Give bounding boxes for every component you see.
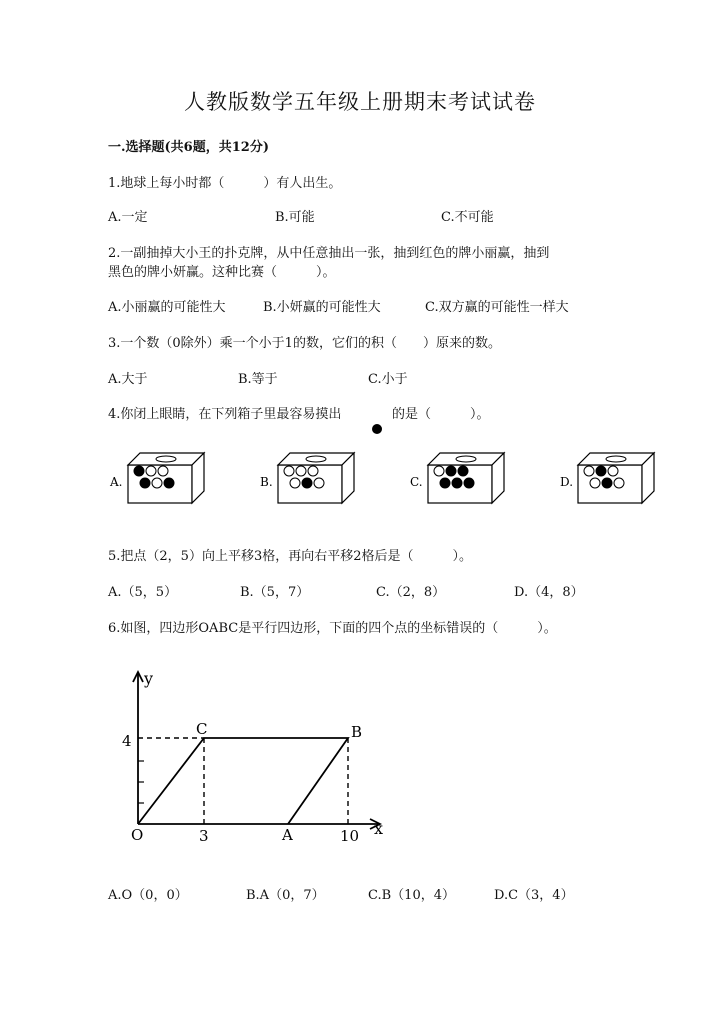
- q3-option-b[interactable]: B.等于: [238, 372, 278, 387]
- white-ball: [584, 466, 594, 476]
- box-label: D.: [560, 475, 574, 489]
- white-ball: [614, 478, 624, 488]
- q3-option-a[interactable]: A.大于: [108, 372, 148, 387]
- q2-option-b[interactable]: B.小妍赢的可能性大: [263, 300, 381, 315]
- white-ball: [158, 466, 168, 476]
- white-ball: [308, 466, 318, 476]
- question-1: 1.地球上每小时都（ ）有人出生。: [108, 176, 342, 191]
- q5-option-c[interactable]: C.（2，8）: [376, 585, 446, 600]
- q5-option-d[interactable]: D.（4，8）: [514, 585, 584, 600]
- q6-option-c[interactable]: C.B（10，4）: [368, 888, 455, 903]
- black-ball: [458, 466, 468, 476]
- ball-box-b[interactable]: [260, 453, 354, 503]
- question-2-line2: 黑色的牌小妍赢。这种比赛（ ）。: [108, 265, 336, 280]
- q5-option-a[interactable]: A.（5，5）: [108, 585, 178, 600]
- black-ball: [440, 478, 450, 488]
- question-2-line1: 2.一副抽掉大小王的扑克牌，从中任意抽出一张，抽到红色的牌小丽赢，抽到: [108, 246, 550, 261]
- white-ball: [434, 466, 444, 476]
- black-ball: [602, 478, 612, 488]
- ball-box-c[interactable]: [410, 453, 504, 503]
- box-hole: [606, 456, 626, 462]
- ball-box-a[interactable]: [109, 453, 204, 503]
- point-b-label: B: [351, 723, 363, 741]
- origin-label: O: [131, 826, 144, 844]
- black-ball: [140, 478, 150, 488]
- x-tick-a: A: [282, 826, 293, 844]
- white-ball: [146, 466, 156, 476]
- parallelogram-graph: [100, 660, 400, 850]
- q6-option-b[interactable]: B.A（0，7）: [246, 888, 325, 903]
- white-ball: [290, 478, 300, 488]
- section-heading: 一.选择题(共6题，共12分): [108, 140, 269, 155]
- white-ball: [314, 478, 324, 488]
- parallelogram-oabc: [138, 738, 348, 824]
- q6-option-d[interactable]: D.C（3，4）: [494, 888, 574, 903]
- q1-option-b[interactable]: B.可能: [275, 210, 315, 225]
- x-tick-3: 3: [199, 827, 209, 845]
- black-ball-icon: [372, 424, 382, 434]
- box-hole: [306, 456, 326, 462]
- point-c-label: C: [196, 720, 208, 738]
- box-label: C.: [410, 475, 423, 489]
- question-6: 6.如图，四边形OABC是平行四边形，下面的四个点的坐标错误的（ ）。: [108, 621, 557, 636]
- white-ball: [296, 466, 306, 476]
- black-ball: [452, 478, 462, 488]
- y-tick-4: 4: [122, 732, 132, 750]
- box-label: A.: [110, 475, 123, 489]
- q1-option-a[interactable]: A.一定: [108, 210, 148, 225]
- q2-option-a[interactable]: A.小丽赢的可能性大: [108, 300, 226, 315]
- white-ball: [284, 466, 294, 476]
- question-4-text-after: 的是（ ）。: [392, 407, 490, 422]
- black-ball: [164, 478, 174, 488]
- box-hole: [156, 456, 176, 462]
- q3-option-c[interactable]: C.小于: [368, 372, 408, 387]
- black-ball: [134, 466, 144, 476]
- q6-option-a[interactable]: A.O（0，0）: [108, 888, 188, 903]
- question-3: 3.一个数（0除外）乘一个小于1的数，它们的积（ ）原来的数。: [108, 336, 501, 351]
- black-ball: [446, 466, 456, 476]
- box-hole: [456, 456, 476, 462]
- x-tick-10: 10: [340, 827, 360, 845]
- question-5: 5.把点（2，5）向上平移3格，再向右平移2格后是（ ）。: [108, 549, 472, 564]
- q2-option-c[interactable]: C.双方赢的可能性一样大: [425, 300, 569, 315]
- white-ball: [608, 466, 618, 476]
- q4-boxes: [100, 445, 660, 515]
- ball-box-d[interactable]: [560, 453, 654, 503]
- black-ball: [302, 478, 312, 488]
- x-axis-label: x: [374, 819, 384, 838]
- black-ball: [464, 478, 474, 488]
- question-4-text: 4.你闭上眼睛，在下列箱子里最容易摸出: [108, 407, 342, 422]
- black-ball: [596, 466, 606, 476]
- box-label: B.: [260, 475, 273, 489]
- white-ball: [152, 478, 162, 488]
- white-ball: [590, 478, 600, 488]
- page-title: 人教版数学五年级上册期末考试试卷: [184, 90, 536, 114]
- q5-option-b[interactable]: B.（5，7）: [240, 585, 310, 600]
- y-axis-label: y: [144, 669, 154, 688]
- q1-option-c[interactable]: C.不可能: [441, 210, 494, 225]
